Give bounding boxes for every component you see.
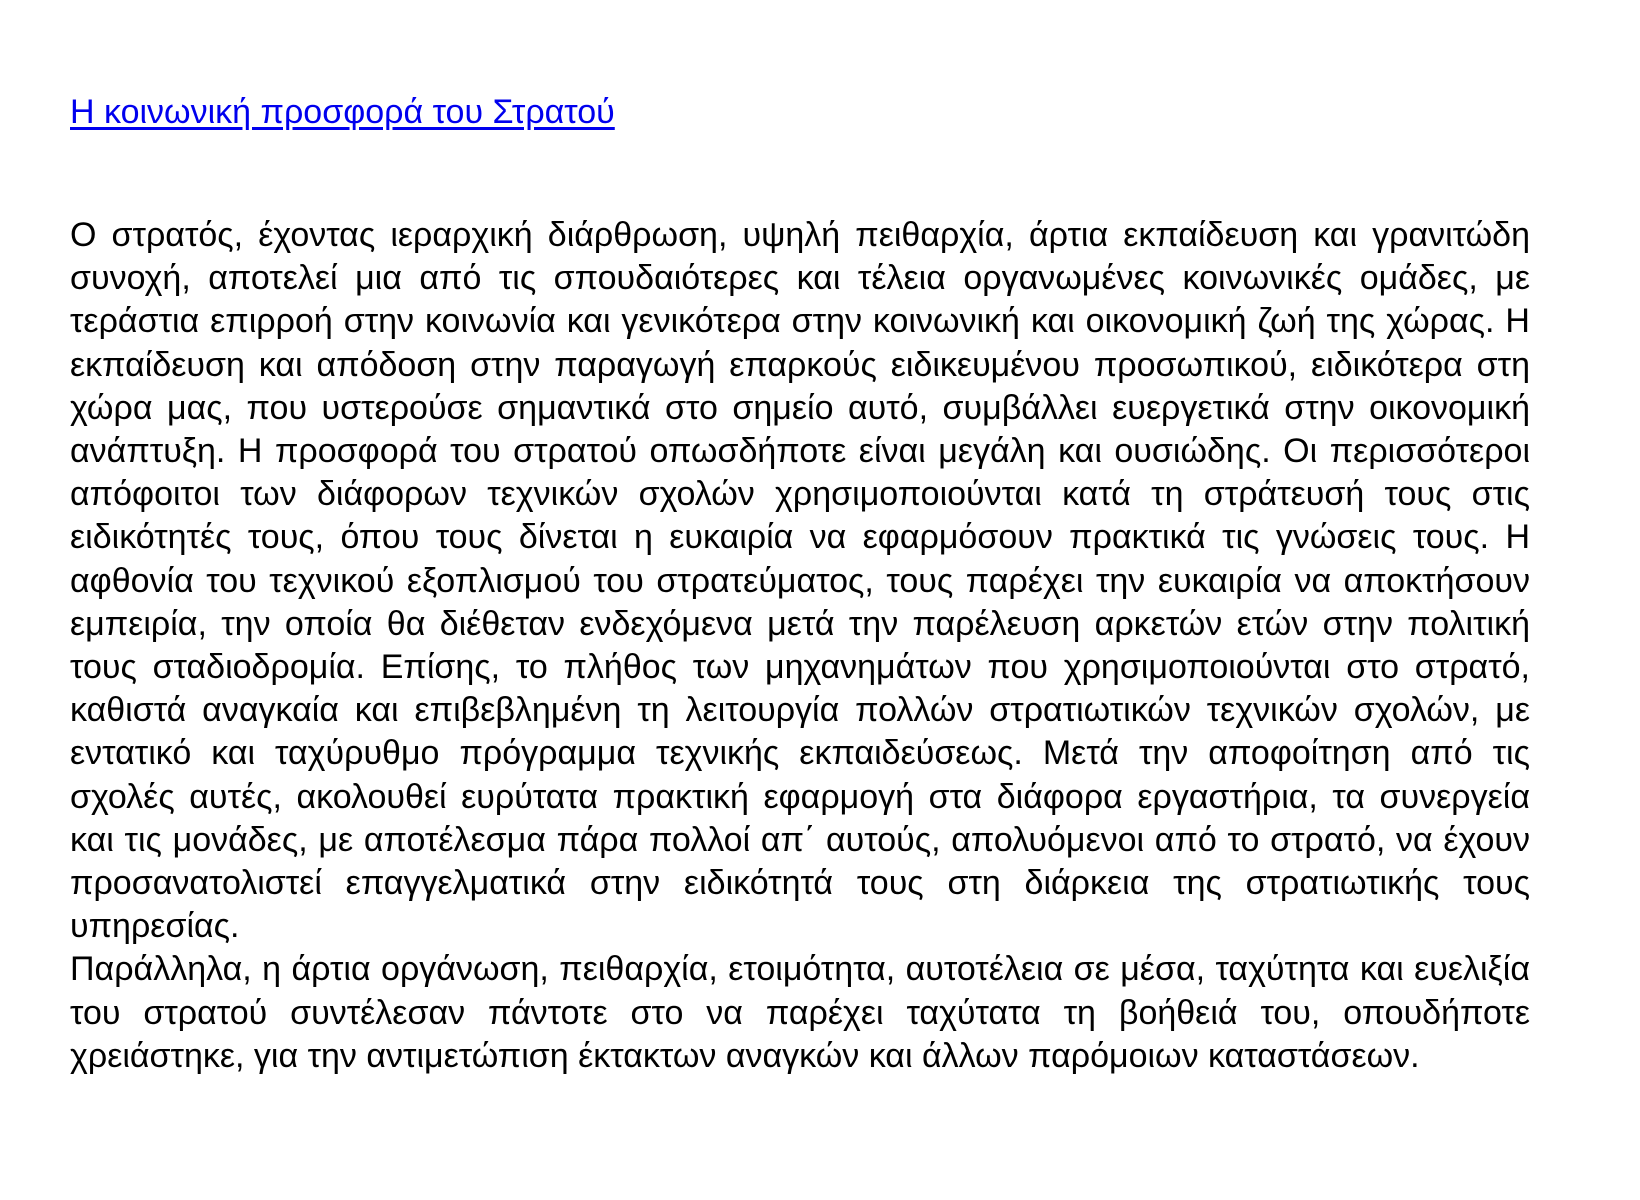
document-title-link[interactable]: Η κοινωνική προσφορά του Στρατού <box>70 93 615 131</box>
body-paragraph-1: Ο στρατός, έχοντας ιεραρχική διάρθρωση, υψηλή πειθαρχία, άρτια εκπαίδευση και γρανιτώδη συνοχή, αποτελεί μια από τις σπουδαιότερες και τέλεια οργανωμένες κοινωνικές ομάδες, με τεράστια επιρροή στην κοινωνία και γενικότερα στην κοινωνική και οικονομική ζωή της χώρας. Η εκπαίδευση και απόδοση στην παραγωγή επαρκούς ειδικευμένου προσωπικού, ειδικότερα στη χώρα μας, που υστερούσε σημαντικά στο σημείο αυτό, συμβάλλει ευεργετικά στην οικονομική ανάπτυξη. Η προσφορά του στρατού οπωσδήποτε είναι μεγάλη και ουσιώδης. Οι περισσότεροι απόφοιτοι των διάφορων τεχνικών σχολών χρησιμοποιούνται κατά τη στράτευσή τους στις ειδικότητές τους, όπου τους δίνεται η ευκαιρία να εφαρμόσουν πρακτικά τις γνώσεις τους. Η αφθονία του τεχνικού εξοπλισμού του στρατεύματος, τους παρέχει την ευκαιρία να αποκτήσουν εμπειρία, την οποία θα διέθεταν ενδεχόμενα μετά την παρέλευση αρκετών ετών στην πολιτική τους σταδιοδρομία. Επίσης, το πλήθος των μηχανημάτων που χρησιμοποιούνται στο στρατό, καθιστά αναγκαία και επιβεβλημένη τη λειτουργία πολλών στρατιωτικών τεχνικών σχολών, με εντατικό και ταχύρυθμο πρόγραμμα τεχνικής εκπαιδεύσεως. Μετά την αποφοίτηση από τις σχολές αυτές, ακολουθεί ευρύτατα πρακτική εφαρμογή στα διάφορα εργαστήρια, τα συνεργεία και τις μονάδες, με αποτέλεσμα πάρα πολλοί απ΄ αυτούς, απολυόμενοι από το στρατό, να έχουν προσανατολιστεί επαγγελματικά στην ειδικότητά τους στη διάρκεια της στρατιωτικής τους υπηρεσίας. <box>70 216 1530 946</box>
body-paragraph-2: Παράλληλα, η άρτια οργάνωση, πειθαρχία, ετοιμότητα, αυτοτέλεια σε μέσα, ταχύτητα και ευελιξία του στρατού συντέλεσαν πάντοτε στο να παρέχει ταχύτατα τη βοήθειά του, οπουδήποτε χρειάστηκε, για την αντιμετώπιση έκτακτων αναγκών και άλλων παρόμοιων καταστάσεων. <box>70 950 1530 1075</box>
document-body <box>70 214 1530 1078</box>
